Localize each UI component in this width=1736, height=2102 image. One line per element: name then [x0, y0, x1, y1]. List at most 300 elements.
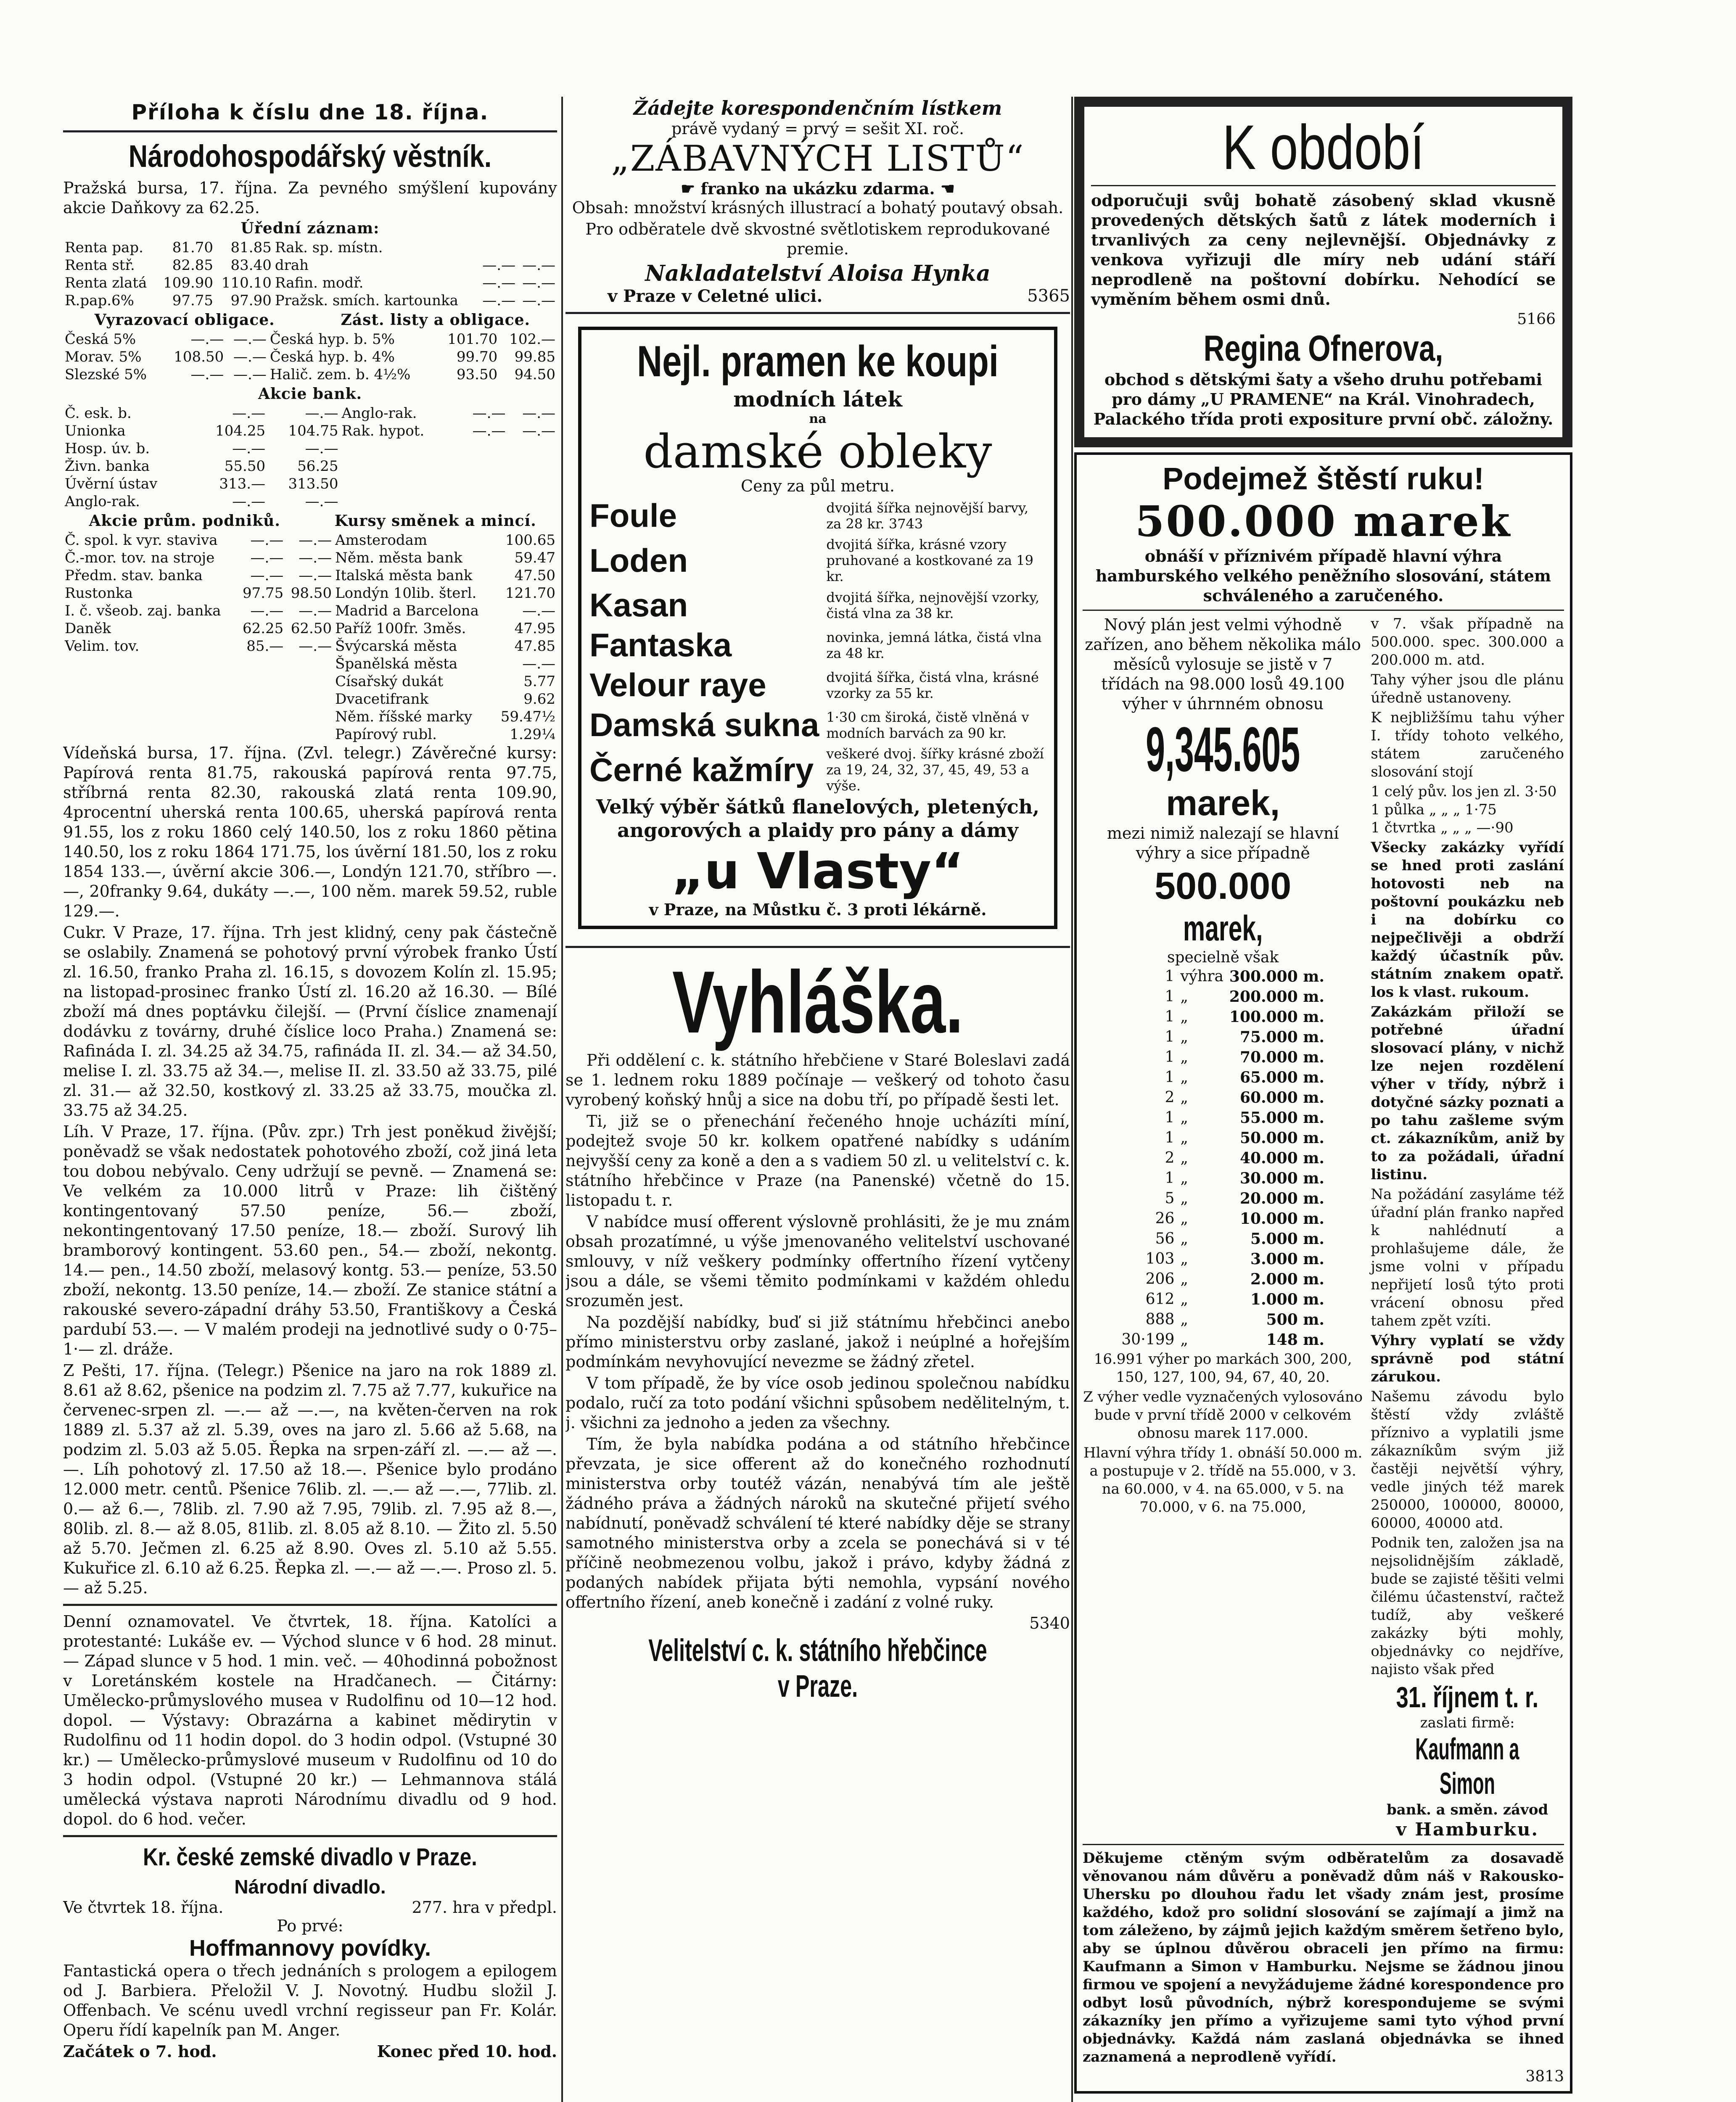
- rate-cell: —.—: [522, 423, 555, 439]
- vyhlaska-sign: Velitelství c. k. státního hřebčince v Praze.: [648, 1633, 987, 1703]
- rate-cell: Unionka: [65, 423, 126, 439]
- lottery-left5: Hlavní výhra třídy 1. obnáší 50.000 m. a postupuje v 2. třídě na 55.000, v 3. na 60.000, v 4. na 65.000, v 5. na 70.000, v 6. na 75.000,: [1083, 1444, 1363, 1516]
- lottery-code: 3813: [1525, 2068, 1564, 2085]
- rates-table-3: [63, 404, 557, 510]
- prize-cell: „: [1180, 1270, 1189, 1288]
- rate-cell: [63, 726, 237, 743]
- rate-cell: 313.50: [288, 475, 338, 492]
- divider: [1083, 1844, 1564, 1845]
- lottery-left1: Nový plán jest velmi výhodně zařízen, ano během několika málo měsíců vylosuje se jistě v 7 třídách na 98.000 losů 49.100 výher v úhrnném obnosu: [1085, 615, 1361, 713]
- prize-cell: 65.000 m.: [1239, 1069, 1324, 1086]
- rate-cell: Č.-mor. tov. na stroje: [65, 549, 215, 566]
- vlasta-addr: v Praze, na Můstku č. 3 proti lékárně.: [649, 900, 987, 919]
- prize-row: [1119, 1128, 1327, 1148]
- rate-row: [63, 422, 557, 440]
- rate-cell: Rak. hypot.: [341, 423, 425, 439]
- vlasta-h1: Nejl. pramen ke koupi: [637, 337, 999, 386]
- rate-cell: 97.75: [172, 292, 214, 309]
- rate-cell: —.—: [233, 331, 267, 348]
- prize-cell: „: [1180, 988, 1189, 1005]
- prize-cell: 60.000 m.: [1239, 1089, 1324, 1106]
- rate-cell: —.—: [190, 366, 224, 383]
- prize-cell: 20.000 m.: [1239, 1190, 1324, 1207]
- vyhlaska-code: 5340: [1029, 1614, 1070, 1632]
- vyhlaska-paragraph: Tím, že byla nabídka podána a od státního hřebčince převzata, je sice offerent až do konečného rozhodnutí ministerstva orby toutéž vázán, nenabývá tím ale ještě žádného práva a žádných nároků na skutečné přijetí svého nabídnutí, poněvadž schválení té které nabídky děje se strany samotného ministerstva orby a zcela se ponechává si v té příčině neobmezenou volbu, jakož i právo, kdyby žádná z podaných nabídek přijata býti nemohla, vypsání nového offertního řízení, aneb konečně i zadání z volné ruky.: [565, 1435, 1070, 1611]
- goods-desc: 1·30 cm široká, čistě vlněná v modních barvách za 90 kr.: [826, 709, 1029, 741]
- rate-cell: Morav. 5%: [65, 349, 142, 365]
- rate-row: [63, 366, 557, 383]
- rate-row: [63, 475, 557, 493]
- rate-cell: [63, 655, 237, 673]
- rate-cell: [507, 457, 557, 475]
- rate-cell: —.—: [522, 275, 555, 291]
- goods-row: [589, 626, 1046, 665]
- rate-cell: [507, 475, 557, 493]
- rate-cell: 110.10: [221, 275, 272, 291]
- supplement-header: Příloha k číslu dne 18. října.: [131, 100, 489, 124]
- rate-cell: [63, 690, 237, 708]
- rate-cell: —.—: [190, 331, 224, 348]
- prize-row: [1119, 987, 1327, 1006]
- rate-cell: Rak. sp. místn.: [275, 239, 383, 256]
- rate-cell: [63, 673, 237, 690]
- rate-cell: [457, 493, 507, 510]
- rate-cell: Č. spol. k vyr. staviva: [65, 532, 218, 549]
- goods-name: Damská sukna: [589, 706, 819, 743]
- rate-cell: Pražsk. smích. kartounka: [275, 292, 458, 309]
- rate-cell: —.—: [472, 423, 506, 439]
- divider: [63, 1835, 557, 1837]
- rate-row: [63, 584, 557, 602]
- sugar-report: Cukr. V Praze, 17. října. Trh jest klidný, ceny pak částečně se oslabily. Znamená se pohotový první výrobek franko Ústí zl. 16.50, franko Praha zl. 16.15, s dovozem Kolín zl. 15.95; na listopad-prosinec franko Ústí zl. 16.20 až 16.30. — Bílé zboží má dnes poptávku čilejší. — (První číslice znamenají dodávku z továrny, druhé číslice loco Praha.) Znamená se: Rafináda I. zl. 34.25 až 34.75, rafináda II. zl. 34.— až 34.50, melise I. zl. 33.75 až 34.—, melise II. zl. 33.50 až 33.75, pilé zl. 31.— až 32.50, kostkový zl. 33.25 až 33.75, moučka zl. 33.75 až 34.25.: [63, 923, 557, 1120]
- rate-cell: Londýn 10lib. šterl.: [335, 585, 477, 602]
- prize-cell: 206: [1145, 1270, 1175, 1288]
- zabavne-publisher: Nakladatelství Aloisa Hynka: [645, 261, 991, 286]
- rate-cell: Španělská města: [335, 655, 458, 672]
- rate-cell: 99.70: [456, 349, 498, 365]
- prize-row: [1119, 1270, 1327, 1289]
- rate-cell: Anglo-rak.: [341, 405, 417, 422]
- kurs-heading: Kursy směnek a mincí.: [334, 512, 536, 530]
- goods-name: Černé kažmíry: [589, 751, 814, 788]
- lottery-firm: Kaufmann a Simon: [1415, 1732, 1519, 1801]
- rate-cell: [63, 708, 237, 726]
- lottery-left3: 16.991 výher po markách 300, 200, 150, 127, 100, 94, 67, 40, 20.: [1094, 1351, 1352, 1386]
- rate-cell: 104.75: [288, 423, 338, 439]
- prize-cell: 30.000 m.: [1239, 1170, 1324, 1187]
- rate-row: [63, 673, 557, 690]
- goods-row: [589, 536, 1046, 585]
- rate-cell: 5.77: [523, 673, 555, 690]
- rate-cell: 94.50: [514, 366, 555, 383]
- prize-cell: 1: [1165, 1028, 1175, 1046]
- theatre-end: Konec před 10. hod.: [377, 2042, 557, 2061]
- prize-cell: „: [1180, 1109, 1189, 1126]
- zabavne-obsah: Obsah: množství krásných illustrací a bohatý poutavý obsah.: [572, 198, 1064, 217]
- vlasta-price: Ceny za půl metru.: [741, 477, 895, 495]
- rate-cell: Renta stř.: [65, 257, 135, 274]
- rate-cell: drah: [275, 257, 309, 274]
- rate-cell: —.—: [522, 602, 555, 619]
- prize-cell: „: [1180, 1210, 1189, 1227]
- rate-cell: —.—: [482, 292, 516, 309]
- zabavne-address-row: [565, 286, 1070, 306]
- rate-row: [63, 549, 557, 567]
- prize-cell: 70.000 m.: [1239, 1048, 1324, 1066]
- prize-cell: 1: [1165, 1008, 1175, 1025]
- prize-row: [1119, 1169, 1327, 1188]
- vyhlaska-paragraph: Na pozdější nabídky, buď si již státnímu hřebčinci anebo přímo ministerstvu orby zaslané, jakož i neúplné a hořejším podmínkám nevyhovující nevezme se žádný zřetel.: [565, 1313, 1070, 1371]
- rate-cell: 121.70: [505, 585, 555, 602]
- rate-cell: 81.70: [172, 239, 214, 256]
- lottery-thanks: Děkujeme ctěným svým odběratelům za dosavadě věnovanou nám důvěru a poněvadž dům náš v Rakousko-Uhersku po dlouhou řadu let všady znám jest, prosíme každého, kdož pro solidní slosování se zajímají a jimž na tom záleženo, by zájmů jejich každým směrem šetřeno bylo, aby se úplnou důvěrou obraceli jen přímo na firmu: Kaufmann a Simon v Hamburku. Nejsme se žádnou jinou firmou ve spojení a nevyžádujeme žádné korespondence pro odbyt losů původních, nýbrž korespondujeme se svými zákazníky jen přímo a vyřizujeme sami tyto výhod první objednávky. Každá nám zaslaná objednávka se ihned zaznamená a neprodleně vyřídí.: [1083, 1850, 1564, 2065]
- prize-cell: 40.000 m.: [1239, 1149, 1324, 1167]
- rate-cell: —.—: [232, 405, 266, 422]
- rate-row: [63, 567, 557, 584]
- prize-cell: „: [1180, 1291, 1189, 1308]
- lottery-right8: Výhry vyplatí se vždy správně pod státní zárukou.: [1371, 1332, 1564, 1385]
- rate-cell: —.—: [305, 493, 338, 510]
- rate-row: [63, 531, 557, 549]
- prize-row: [1119, 1249, 1327, 1269]
- rate-cell: —.—: [250, 602, 284, 619]
- lottery-right6: Zakázkám přiloží se potřebné úřadní slosovací plány, v nichž lze nejen rozdělení výher v třídy, nýbrž i dotyčné sázky poznati a po tahu zašleme svým ct. zákazníkům, aniž by to za požádali, úřadní listinu.: [1371, 1003, 1564, 1183]
- rate-cell: [237, 673, 285, 690]
- rate-cell: 82.85: [172, 257, 214, 274]
- rate-cell: Předm. stav. banka: [65, 567, 203, 584]
- prize-cell: „: [1180, 1250, 1189, 1268]
- rate-cell: I. č. všeob. zaj. banka: [65, 602, 221, 619]
- zabavne-address: v Praze v Celetné ulici.: [608, 286, 823, 306]
- rate-cell: —.—: [232, 493, 266, 510]
- rate-cell: 100.65: [505, 532, 555, 549]
- rate-cell: —.—: [472, 405, 506, 422]
- vyhlaska-paragraph: V tom případě, že by více osob jedinou společnou nabídku podalo, ručí za toto podání všichni spůsobem nedělitelným, t. j. všichni za jednoho a jeden za všechny.: [565, 1374, 1070, 1432]
- zast-heading: Zást. listy a obligace.: [341, 311, 531, 329]
- prize-row: [1119, 1027, 1327, 1047]
- lottery-left4: Z výher vedle vyznačených vylosováno bude v první třídě 2000 v celkovém obnosu marek 117.000.: [1083, 1389, 1363, 1442]
- prize-cell: 55.000 m.: [1239, 1109, 1324, 1127]
- rate-row: [63, 404, 557, 422]
- rate-cell: Paříž 100fr. 3měs.: [335, 620, 466, 637]
- prize-row: [1119, 1108, 1327, 1128]
- prague-bourse-intro: Pražská bursa, 17. října. Za pevného smýšlení kupovány akcie Daňkovy za 62.25.: [63, 179, 557, 217]
- rate-cell: [285, 690, 333, 708]
- rate-cell: Švýcarská města: [335, 638, 457, 655]
- prize-cell: 5: [1165, 1190, 1175, 1207]
- lottery-send: zaslati firmě:: [1420, 1714, 1515, 1731]
- rate-row: [63, 330, 557, 348]
- rate-cell: 62.25: [242, 620, 284, 637]
- rate-cell: 9.62: [523, 691, 555, 708]
- prize-row: [1119, 1007, 1327, 1027]
- prize-cell: 103: [1145, 1250, 1175, 1268]
- divider: [63, 1604, 557, 1606]
- rate-cell: 55.50: [224, 458, 266, 475]
- pest-report: Z Pešti, 17. října. (Telegr.) Pšenice na jaro na rok 1889 zl. 8.61 až 8.62, pšenice na podzim zl. 7.75 až 7.77, kukuřice na červenec-srpen zl. —.— až —.—, na květen-červen na rok 1889 zl. 5.37 až zl. 5.39, oves na jaro zl. 5.66 až 5.68, na podzim zl. 5.03 až 5.05. Řepka na srpen-září zl. —.— až —.—. Líh pohotový zl. 17.50 až 18.—. Pšenice bylo prodáno 12.000 metr. centů. Pšenice 76lib. zl. —.— až —.—, 77lib. zl. 0.— až 6.—, 78lib. zl. 7.90 až 7.95, 79lib. zl. 7.95 až 8.—, 80lib. zl. 8.— až 8.05, 81lib. zl. 8.05 až 8.10. — Žito zl. 5.50 až 5.70. Ječmen zl. 6.25 až 8.90. Oves zl. 5.10 až 5.55. Kukuřice zl. 6.10 až 6.25. Řepka zl. —.— až —.—. Proso zl. 5.— až 5.25.: [63, 1361, 557, 1597]
- rate-cell: —.—: [299, 602, 332, 619]
- rate-cell: Česká hyp. b. 4%: [270, 349, 395, 365]
- rate-cell: —.—: [522, 257, 555, 274]
- prize-row: [1119, 1048, 1327, 1067]
- divider: [565, 312, 1070, 314]
- lottery-right9: Našemu závodu bylo štěstí vždy zvláště příznivo a vyplatili jsme zákazníkům svým již častěji největší výhry, vedle jiných též marek 250000, 100000, 80000, 60000, 40000 atd.: [1371, 1388, 1564, 1532]
- rate-cell: Rustonka: [65, 585, 133, 602]
- lottery-special: specielně však: [1167, 949, 1279, 966]
- lottery-right: [1371, 615, 1564, 1840]
- prize-cell: 1: [1165, 1048, 1175, 1066]
- pointing-hand-icon: ☛: [681, 179, 701, 198]
- prize-cell: „: [1180, 1048, 1189, 1066]
- lottery-marek: marek,: [1166, 783, 1280, 823]
- rate-cell: 56.25: [297, 458, 338, 475]
- lottery-right7: Na požádání zasyláme též úřadní plán franko napřed k nahlédnutí a prohlašujeme dále, že jsme volni v případu nepřijetí losů týto proti vrácení obnosu před tahem zpět vzíti.: [1371, 1186, 1564, 1329]
- pointing-hand-icon: ☚: [935, 179, 955, 198]
- akcie-bank-heading: Akcie bank.: [258, 385, 362, 403]
- rate-cell: [285, 673, 333, 690]
- prize-cell: „: [1180, 1331, 1189, 1348]
- divider: [1091, 185, 1556, 186]
- rate-row: [63, 620, 557, 637]
- rate-cell: 104.25: [215, 423, 266, 439]
- rate-cell: 59.47: [514, 549, 555, 566]
- rates-two-col: [63, 309, 557, 330]
- obdobi-code: 5166: [1517, 311, 1556, 328]
- rate-cell: [340, 493, 457, 510]
- obdobi-name: Regina Ofnerova,: [1203, 328, 1443, 369]
- rate-cell: 93.50: [456, 366, 498, 383]
- zabavne-premie: Pro odběratele dvě skvostné světlotiskem reprodukované premie.: [585, 220, 1050, 258]
- obdobi-shop: obchod s dětskými šaty a všeho druhu potřebami pro dámy „U PRAMENE“ na Král. Vinohradech, Palackého třída proti expositure první obč. záložny.: [1093, 370, 1554, 428]
- rate-cell: 98.50: [291, 585, 332, 602]
- rate-row: [63, 637, 557, 655]
- prize-cell: „: [1180, 1190, 1189, 1207]
- prize-cell: 26: [1155, 1210, 1175, 1227]
- prize-cell: 2: [1165, 1149, 1175, 1167]
- rate-row: [63, 493, 557, 510]
- rate-row: [63, 292, 557, 309]
- rate-row: [63, 239, 557, 256]
- prize-row: [1119, 1290, 1327, 1309]
- rate-cell: —.—: [305, 405, 338, 422]
- rate-cell: [285, 708, 333, 726]
- lottery-right5: Všecky zakázky vyřídí se hned proti zaslání hotovosti neb na poštovní poukázku neb i na dobírku co nejpečlivěji a obdrží každý účastník pův. státním znakem opatř. los k vlast. rukoum.: [1371, 839, 1564, 1001]
- prize-cell: 50.000 m.: [1239, 1129, 1324, 1147]
- vlasta-h3: na: [809, 412, 827, 426]
- theatre-subtitle: Národní divadlo.: [234, 1876, 386, 1898]
- vlasta-ad: [578, 327, 1057, 929]
- lottery-columns: [1083, 615, 1564, 1840]
- lottery-marek2: marek,: [1183, 908, 1263, 948]
- rate-cell: Něm. říšské marky: [335, 708, 472, 725]
- rate-cell: —.—: [233, 366, 267, 383]
- theatre-title: Kr. české zemské divadlo v Praze.: [143, 1843, 477, 1871]
- zabavne-code: 5365: [1027, 286, 1070, 306]
- prize-cell: 500 m.: [1266, 1311, 1324, 1328]
- rate-cell: Velim. tov.: [65, 638, 140, 655]
- prize-cell: 2: [1165, 1089, 1175, 1106]
- goods-row: [589, 586, 1046, 625]
- goods-desc: dvojitá šířka, čistá vlna, krásné vzorky za 55 kr.: [826, 669, 1039, 701]
- rate-cell: —.—: [299, 638, 332, 655]
- lottery-left2: mezi nimiž nalezají se hlavní výhry a sice případně: [1107, 824, 1339, 862]
- goods-desc: dvojitá šířka, nejnovější vzorky, čistá vlna za 38 kr.: [826, 589, 1040, 621]
- rate-cell: —.—: [482, 257, 516, 274]
- lottery-right2: Tahy výher jsou dle plánu úředně ustanoveny.: [1371, 671, 1564, 706]
- lottery-right1: v 7. však případně na 500.000. spec. 300.000 a 200.000 m. atd.: [1371, 615, 1564, 668]
- goods-row: [589, 745, 1046, 794]
- rate-cell: Česká 5%: [65, 331, 136, 348]
- rate-cell: 99.85: [514, 349, 555, 365]
- rate-cell: [237, 708, 285, 726]
- rates-two-col-2: [63, 510, 557, 531]
- vyhlaska-paragraph: V nabídce musí offerent výslovně prohlásiti, že je mu znám obsah prozatímné, u výše jmenovaného velitelství uschované smlouvy, v níž veškery podmínky offertního řízení vytčeny jsou a dále, se všemi těmito podmínkami v každém ohledu srozuměn jest.: [565, 1212, 1070, 1310]
- zabavne-request: Žádejte korespondenčním lístkem: [633, 97, 1002, 119]
- rate-cell: [237, 726, 285, 743]
- rate-cell: —.—: [299, 549, 332, 566]
- lottery-deadline: 31. říjnem t. r.: [1396, 1681, 1539, 1714]
- rates-table-4: [63, 531, 557, 743]
- rate-cell: Úvěrní ústav: [65, 475, 158, 492]
- rate-cell: Něm. města bank: [335, 549, 462, 566]
- spirits-report: Líh. V Praze, 17. října. (Pův. zpr.) Trh jest poněkud živější; poněvadž se však nedostatek pohotového zboží, což jiná leta tou dobou nebývalo. Ceny udržují se pevně. — Znamená se: Ve velkém za 10.000 litrů v Praze: lih čištěný kontingentovaný 57.50 peníze, 56.— zboží, nekontingentovaný 17.50 peníze, 18.— zboží. Surový lih bramborový kontingent. 53.60 pen., 54.— zboží, nekontg. 14.— pen., 14.50 zboží, melasový kontg. 53.— peníze, 53.50 zboží, nekontg. 13.50 peníze, 14.— zboží. Ze stanice státní a rakouské severo-západní dráhy 53.50, Františkovy a Česká pardubí 53.—. — V malém prodeji na jednotlivé sudy o 0·75–1·— zl. dráže.: [63, 1122, 557, 1358]
- prize-cell: 10.000 m.: [1239, 1210, 1324, 1228]
- rate-cell: [285, 655, 333, 673]
- goods-row: [589, 496, 1046, 535]
- lottery-ad: [1074, 452, 1572, 2094]
- rate-cell: 59.47½: [500, 708, 555, 725]
- rate-cell: [457, 475, 507, 493]
- rate-cell: —.—: [522, 655, 555, 672]
- rates-table-2: [63, 330, 557, 383]
- theatre-desc: Fantastická opera o třech jednáních s prologem a epilogem od J. Barbiera. Přeložil V. J. Novotný. Hudbu složil J. Offenbach. Ve scénu uvedl vrchní regisseur pan Fr. Kolár. Operu řídí kapelník pan M. Anger.: [63, 1962, 557, 2039]
- lottery-firm2: bank. a směn. závod: [1387, 1801, 1548, 1818]
- prize-row: [1119, 1209, 1327, 1228]
- section-title: Národohospodářský věstník.: [128, 139, 492, 174]
- rate-cell: Císařský dukát: [335, 673, 444, 690]
- prize-cell: 1: [1165, 1069, 1175, 1086]
- vlasta-goods: [588, 495, 1047, 795]
- rate-cell: 81.85: [230, 239, 272, 256]
- prize-cell: 56: [1155, 1230, 1175, 1247]
- rate-cell: —.—: [250, 549, 284, 566]
- rate-cell: Papírový rubl.: [335, 726, 437, 743]
- prize-cell: „: [1180, 1230, 1189, 1247]
- rate-row: [63, 690, 557, 708]
- prize-row: [1119, 1310, 1327, 1329]
- rate-cell: 47.95: [514, 620, 555, 637]
- prize-cell: „: [1180, 1170, 1189, 1187]
- prize-cell: 1: [1165, 968, 1175, 985]
- zabavne-title: „ZÁBAVNÝCH LISTŮ“: [611, 138, 1025, 179]
- obdobi-text: odporučuji svůj bohatě zásobený sklad vkusně provedených dětských šatů z látek moderních i trvanlivých za ceny nejlevnější. Objednávky z venkova vyřizuji dle míry neb udání stáří neprodleně na poštovní dobírku. Nehodící se vyměním během osmi dnů.: [1091, 191, 1556, 309]
- goods-desc: dvojitá šířka nejnovější barvy, za 28 kr. 3743: [826, 499, 1029, 532]
- rate-cell: R.pap.6%: [65, 292, 134, 309]
- vlasta-shop: „u Vlasty“: [671, 842, 964, 900]
- rate-cell: 101.70: [447, 331, 498, 348]
- prize-cell: 3.000 m.: [1250, 1250, 1324, 1268]
- vyhlaska-title: Vyhláška.: [672, 953, 964, 1051]
- theatre-date: Ve čtvrtek 18. října.: [63, 1898, 224, 1917]
- rate-cell: [237, 655, 285, 673]
- rate-row: [63, 440, 557, 457]
- rate-cell: Dvacetifrank: [335, 691, 429, 708]
- rate-row: [63, 708, 557, 726]
- zabavne-issued: právě vydaný = prvý = sešit XI. roč.: [671, 119, 964, 138]
- rate-cell: Česká hyp. b. 5%: [270, 331, 395, 348]
- rate-cell: Slezské 5%: [65, 366, 147, 383]
- daily-notices: Denní oznamovatel. Ve čtvrtek, 18. října. Katolíci a protestanté: Lukáše ev. — Východ slunce v 6 hod. 28 minut. — Západ slunce v 5 hod. 1 min. več. — 40hodinná pobožnost v Loretánském kostele na Hradčanech. — Čitárny: Umělecko-průmyslového musea v Rudolfinu od 10—12 hod. dopol. — Výstavy: Obrazárna a kabinet mědirytin v Rudolfinu od 11 hodin dopol. do 3 hodin odpol. (Vstupné 30 kr.) — Umělecko-průmyslové museum v Rudolfinu od 10 do 3 hodin odpol. (Vstupné 20 kr.) — Lehmannova stálá umělecká výstava naproti Národnímu divadlu od 9 hod. dopol. do 6 hod. večer.: [63, 1612, 557, 1828]
- theatre-perf: 277. hra v předpl.: [412, 1898, 557, 1917]
- rate-row: [63, 726, 557, 743]
- theatre-date-row: [63, 1898, 557, 1917]
- lottery-right3: K nejbližšímu tahu výher I. třídy tohoto velkého, státem zaručeného slosování stojí: [1371, 709, 1564, 780]
- rate-cell: —.—: [233, 349, 267, 365]
- lottery-left: [1083, 615, 1363, 1840]
- prize-cell: výhra: [1180, 968, 1223, 985]
- vienna-bourse: Vídeňská bursa, 17. října. (Zvl. telegr.) Závěrečné kursy: Papírová renta 81.75, rakouská papírová renta 97.75, stříbrná renta 82.30, rakouská zlatá renta 109.90, 4procentní uherská renta 100.65, uherská papírová renta 91.55, los z roku 1860 celý 140.50, los z roku 1860 pětina 140.50, los z roku 1864 171.75, los úvěrní 181.50, los z roku 1854 133.—, úvěrní akcie 306.—, Londýn 121.70, stříbro —.—, 20franky 9.64, dukáty —.—, 100 něm. marek 59.52, ruble 129.—.: [63, 744, 557, 920]
- prize-cell: 300.000 m.: [1229, 968, 1324, 985]
- column-rule: [561, 97, 563, 2102]
- lottery-bignum: 9,345.605: [1146, 714, 1300, 784]
- rate-cell: [285, 726, 333, 743]
- rate-cell: 47.50: [514, 567, 555, 584]
- lottery-right10: Podnik ten, založen jsa na nejsolidnějším základě, bude se zajisté těšiti velmi čilému účastenství, račtež tudíž, aby veškeré zakázky býti mohly, objednávky co nejdříve, najisto však před: [1371, 1534, 1564, 1678]
- prize-cell: 75.000 m.: [1239, 1028, 1324, 1046]
- rate-cell: [477, 239, 517, 256]
- prize-cell: 888: [1145, 1311, 1175, 1328]
- rate-cell: 85.—: [246, 638, 284, 655]
- obdobi-ad: [1074, 97, 1572, 447]
- goods-desc: veškeré dvoj. šířky krásné zboží za 19, 24, 32, 37, 45, 49, 53 a výše.: [826, 746, 1044, 794]
- prize-cell: „: [1180, 1008, 1189, 1025]
- rate-cell: Italská města bank: [335, 567, 473, 584]
- theatre-start: Začátek o 7. hod.: [63, 2042, 217, 2061]
- rate-row: [63, 348, 557, 366]
- lottery-city: v Hamburku.: [1396, 1819, 1539, 1840]
- rate-cell: —.—: [305, 440, 338, 457]
- rate-cell: Rafin. modř.: [275, 275, 364, 291]
- prize-cell: 1.000 m.: [1250, 1291, 1324, 1308]
- goods-desc: novinka, jemná látka, čistá vlna za 48 kr.: [826, 629, 1042, 661]
- prize-cell: „: [1180, 1149, 1189, 1167]
- vlasta-velky: Velký výběr šátků flanelových, pletených, angorových a plaidy pro pány a dámy: [596, 795, 1040, 842]
- lottery-big500: 500.000: [1154, 865, 1292, 907]
- rate-cell: 62.50: [291, 620, 332, 637]
- prize-cell: 100.000 m.: [1229, 1008, 1324, 1026]
- column-rule: [1071, 97, 1073, 2102]
- rate-row: [63, 457, 557, 475]
- column-economy: [63, 97, 557, 2102]
- prize-row: [1119, 1068, 1327, 1087]
- prize-row: [1119, 1189, 1327, 1208]
- vlasta-h2: modních látek: [733, 387, 902, 412]
- prize-cell: 148 m.: [1266, 1331, 1324, 1349]
- rate-cell: [507, 493, 557, 510]
- rate-cell: 313.—: [219, 475, 266, 492]
- goods-row: [589, 705, 1046, 745]
- rate-cell: 109.90: [163, 275, 214, 291]
- rate-cell: 102.—: [509, 331, 555, 348]
- vyhlaska-paragraph: Ti, již se o přenechání řečeného hnoje ucházíti míní, podejtež svoje 50 kr. kolkem opatřené nabídky s udáním nejvyšší ceny za koně a den a s vadiem 50 zl. u velitelství c. k. státního hřebčince v Praze (na Panenské) včetně do 15. listopadu t. r.: [565, 1112, 1070, 1209]
- prize-cell: 1: [1165, 1129, 1175, 1146]
- vyraz-heading: Vyrazovací obligace.: [94, 311, 275, 329]
- rate-cell: Hosp. úv. b.: [65, 440, 150, 457]
- prize-cell: 2.000 m.: [1250, 1270, 1324, 1288]
- prize-row: [1119, 1229, 1327, 1249]
- rate-cell: —.—: [299, 532, 332, 549]
- official-record-heading: Úřední záznam:: [240, 219, 380, 237]
